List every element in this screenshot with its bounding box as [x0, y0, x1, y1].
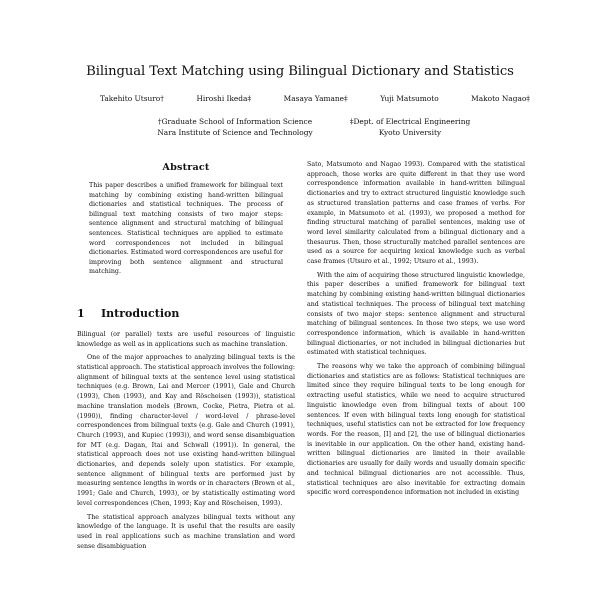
affiliation-line: Nara Institute of Science and Technology: [157, 128, 313, 137]
abstract-heading: Abstract: [162, 162, 210, 173]
author: Takehito Utsuro†: [100, 94, 164, 103]
author: Masaya Yamane‡: [283, 94, 348, 103]
paper-title: Bilingual Text Matching using Bilingual Dictionary and Statistics: [86, 64, 514, 79]
paragraph: With the aim of acquiring those structured linguistic knowledge, this paper describes a unified framework for bilingual text matching by combining existing hand-written bilingual dictionaries and statistical techniques. The process of bilingual text matching consists of two major steps: sentence alignment and structural matching of bilingual sentences. In those two steps, we use word correspondence information, which is available in hand-written bilingual dictionaries, or not included in bilingual dictionaries but estimated with statistical techniques.: [307, 271, 525, 357]
left-column: [77, 160, 295, 600]
paragraph: One of the major approaches to analyzing bilingual texts is the statistical approach. The statistical approach involves the following: alignment of bilingual texts at the sentence level using statistical techniques (e.g. Brown, Lai and Mercer (1991), Gale and Church (1993), Chen (1993), and Kay and Röscheisen (1993)), statistical machine translation models (Brown, Cocke, Pietra, Pietra et al. (1990)), finding character-level / word-level / phrase-level correspondences from bilingual texts (e.g. Gale and Church (1991), Church (1993), and Kupiec (1993)), and word sense disambiguation for MT (e.g. Dagan, Itai and Schwall (1991)). In general, the statistical approach does not use existing hand-written bilingual dictionaries, and depends solely upon statistics. For example, sentence alignment of bilingual texts are performed just by measuring sentence lengths in words or in characters (Brown et al., 1991; Gale and Church, 1993), or by statistically estimating word level correspondences (Chen, 1993; Kay and Röscheisen, 1993).: [77, 354, 295, 507]
author: Makoto Nagao‡: [471, 94, 530, 103]
paragraph: The reasons why we take the approach of combining bilingual dictionaries and statistics are as follows: Statistical techniques are limited since they require bilingual texts to be long enough for extracting useful statistics, while we need to acquire structured linguistic knowledge even from bilingual texts of about 100 sentences. If even with bilingual texts long enough for statistical techniques, useful statistics can not be extracted for low frequency words. For the reason, [I] and [2], the use of bilingual dictionaries is inevitable in our application. On the other hand, existing hand-written bilingual dictionaries are limited in their available dictionaries are usually for daily words and usually domain specific and technical bilingual dictionaries are not accessible. Thus, statistical techniques are also inevitable for extracting domain specific word correspondence information not included in existing: [307, 363, 525, 497]
affiliation-line: ‡Dept. of Electrical Engineering: [349, 117, 471, 126]
affiliation-line: Kyoto University: [378, 128, 442, 137]
affiliation-kyoto: [335, 116, 485, 138]
section-number: 1: [77, 306, 85, 320]
section-title: Introduction: [101, 306, 180, 320]
abstract-text: This paper describes a unified framework for bilingual text matching by combining existing hand-written bilingual dictionaries and statistical techniques. The process of bilingual text matching consists of two major steps: sentence alignment and structural matching of bilingual sentences. Statistical techniques are applied to estimate word correspondences not included in bilingual dictionaries. Estimated word correspondences are useful for improving both sentence alignment and structural matching.: [89, 182, 283, 276]
affiliation-line: †Graduate School of Information Science: [157, 117, 313, 126]
section-heading: [77, 307, 295, 320]
right-column: [307, 160, 525, 600]
paragraph: Bilingual (or parallel) texts are useful resources of linguistic knowledge as well as in applications such as machine translation.: [77, 330, 295, 348]
paragraph: The statistical approach analyzes bilingual texts without any knowledge of the language. It is useful that the results are easily used in real applications such as machine translation and word sense disambiguation: [77, 513, 295, 550]
author: Hiroshi Ikeda‡: [196, 94, 252, 103]
affiliation-nara: [135, 116, 335, 138]
paragraph: Sato, Matsumoto and Nagao 1993). Compared with the statistical approach, those works are quite different in that they use word correspondence information available in hand-written bilingual dictionaries and try to extract structured linguistic knowledge such as structured translation patterns and case frames of verbs. For example, in Matsumoto et al. (1993), we proposed a method for finding structural matching of parallel sentences, making use of word level similarity calculated from a bilingual dictionary and a thesaurus. Then, those structurally matched parallel sentences are used as a source for acquiring lexical knowledge such as verbal case frames (Utsuro et al., 1992; Utsuro et al., 1993).: [307, 161, 525, 266]
author-list: [100, 94, 530, 106]
author: Yuji Matsumoto: [380, 94, 439, 103]
